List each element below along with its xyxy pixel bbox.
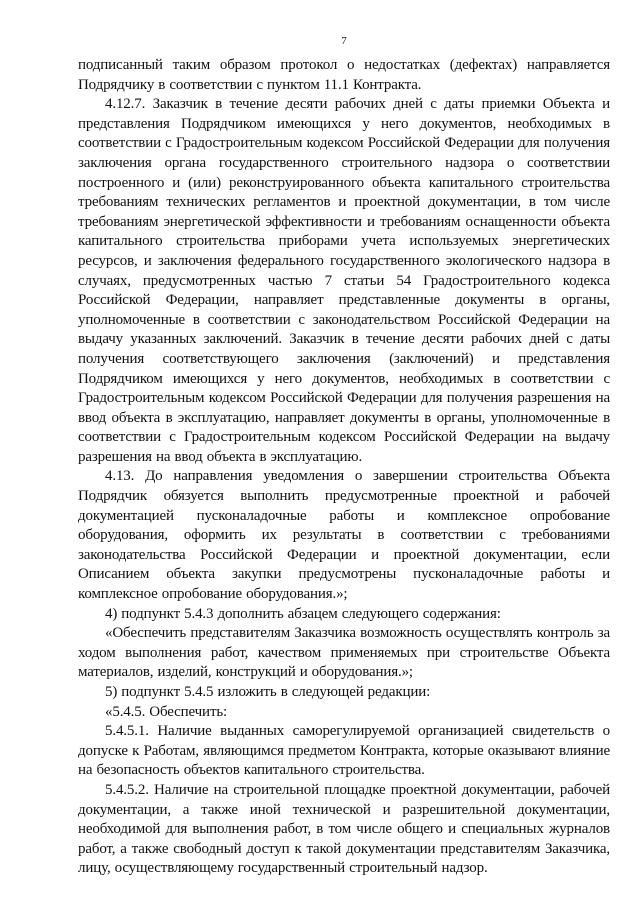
paragraph: «Обеспечить представителям Заказчика возможность осуществлять контроль за ходом выполнения работ, качеством применяемых при строительстве Объекта материалов, изделий, конструкций и оборудования.»;	[78, 625, 610, 681]
document-page	[78, 34, 610, 879]
paragraph: 5.4.5.2. Наличие на строительной площадке проектной документации, рабочей документации, а также иной технической и разрешительной документации, необходимой для выполнения работ, в том числе общего и специальных журналов работ, а также свободный доступ к такой документации представителям Заказчика, лицу, осуществляющему государственный строительный надзор.	[78, 781, 610, 877]
paragraph: 5) подпункт 5.4.5 изложить в следующей редакции:	[105, 684, 431, 700]
paragraph: 5.4.5.1. Наличие выданных саморегулируемой организацией свидетельств о допуске к Работам, являющимся предметом Контракта, которые оказывают влияние на безопасность объектов капитального строительства.	[78, 723, 610, 779]
page-number: 7	[341, 35, 347, 47]
paragraph: 4.12.7. Заказчик в течение десяти рабочих дней с даты приемки Объекта и представления Подрядчиком имеющихся у него документов, необходимых в соответствии с Градостроительным кодексом Российской Федерации для получения заключения органа государственного строительного надзора о соответствии построенного и (или) реконструированного объекта капитального строительства требованиям технических регламентов и проектной документации, в том числе требованиям энергетической эффективности и требованиям оснащенности объекта капитального строительства приборами учета используемых энергетических ресурсов, и заключения федерального государственного экологического надзора в случаях, предусмотренных частью 7 статьи 54 Градостроительного кодекса Российской Федерации, направляет представленные документы в органы, уполномоченные в соответствии с законодательством Российской Федерации на выдачу указанных заключений. Заказчик в течение десяти рабочих дней с даты получения соответствующего заключения (заключений) и представления Подрядчиком имеющихся у него документов, необходимых в соответствии с Градостроительным кодексом Российской Федерации для получения разрешения на ввод объекта в эксплуатацию, направляет документы в органы, уполномоченные в соответствии с Градостроительным кодексом Российской Федерации на выдачу разрешения на ввод объекта в эксплуатацию.	[78, 96, 610, 465]
paragraph: «5.4.5. Обеспечить:	[105, 703, 228, 720]
paragraph: 4) подпункт 5.4.3 дополнить абзацем следующего содержания:	[105, 605, 501, 622]
paragraph: 4.13. До направления уведомления о завершении строительства Объекта Подрядчик обязуется выполнить предусмотренные проектной и рабочей документацией пусконаладочные работы и комплексное опробование оборудования, оформить их результаты в соответствии с требованиями законодательства Российской Федерации и проектной документации, если Описанием объекта закупки предусмотрены пусконаладочные работы и комплексное опробование оборудования.»;	[78, 468, 610, 603]
paragraph: подписанный таким образом протокол о недостатках (дефектах) направляется Подрядчику в соответствии с пунктом 11.1 Контракта.	[78, 57, 610, 93]
document-body	[78, 56, 610, 879]
